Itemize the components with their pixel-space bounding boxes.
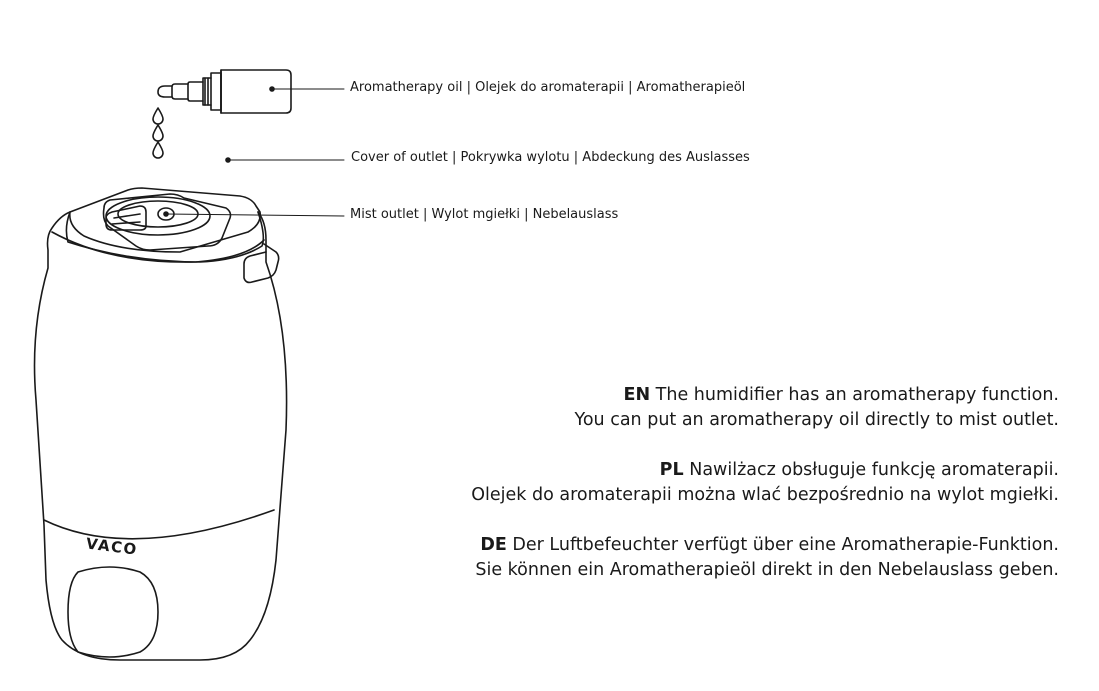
callout-mist-outlet: Mist outlet | Wylot mgiełki | Nebelauslass xyxy=(350,207,619,222)
description-en xyxy=(574,383,1059,433)
description-pl-line2: Olejek do aromaterapii można wlać bezpośrednio na wylot mgiełki. xyxy=(471,485,1059,505)
oil-drops-icon xyxy=(153,108,163,158)
description-de-line2: Sie können ein Aromatherapieöl direkt in den Nebelauslass geben. xyxy=(475,560,1059,580)
description-en-line2: You can put an aromatherapy oil directly to mist outlet. xyxy=(574,410,1059,430)
description-pl-line1: Nawilżacz obsługuje funkcję aromaterapii. xyxy=(689,460,1059,480)
lang-label-en: EN xyxy=(623,385,651,405)
lang-label-pl: PL xyxy=(659,460,684,480)
mist-leader-line xyxy=(166,214,344,216)
description-en-line1: The humidifier has an aromatherapy function. xyxy=(655,385,1059,405)
humidifier-body xyxy=(35,188,287,660)
callout-aromatherapy-oil: Aromatherapy oil | Olejek do aromaterapii | Aromatherapieöl xyxy=(350,80,746,95)
description-de-line1: Der Luftbefeuchter verfügt über eine Aromatherapie-Funktion. xyxy=(512,535,1059,555)
brand-logo: VACO xyxy=(84,534,139,559)
description-de xyxy=(475,533,1059,583)
lang-label-de: DE xyxy=(480,535,507,555)
callout-cover-of-outlet: Cover of outlet | Pokrywka wylotu | Abdeckung des Auslasses xyxy=(351,150,750,165)
description-pl xyxy=(471,458,1059,508)
